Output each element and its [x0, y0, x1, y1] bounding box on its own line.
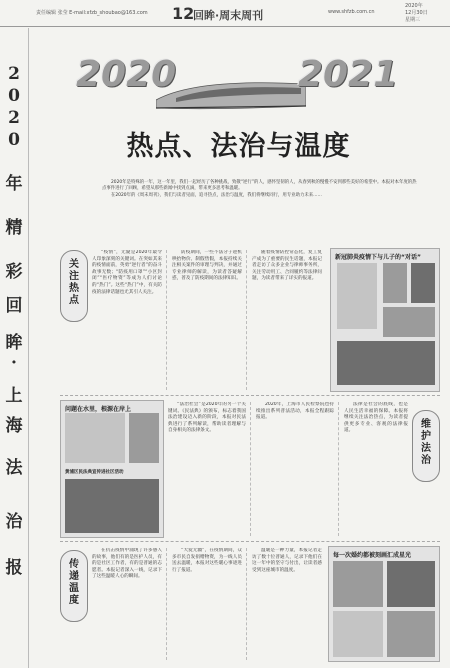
warm-photo-caption: 每一次婚约都被刻画汇成星光 [333, 552, 412, 559]
section-title: 回眸·周末周刊 [193, 9, 264, 22]
rule-column-1 [168, 402, 246, 536]
vertical-char: 法 [5, 458, 23, 478]
section-label-warm [60, 550, 88, 622]
vertical-char: 海 [5, 416, 23, 436]
date-weekday: 星期三 [405, 17, 421, 23]
year-left: 2020 [76, 54, 177, 95]
column-divider [246, 250, 247, 390]
warm-column-1 [92, 548, 162, 660]
photo-thumb [65, 479, 159, 533]
page-number: 12 [172, 4, 195, 23]
intro-text [102, 180, 418, 199]
vertical-char: 2 [8, 64, 20, 84]
vertical-title-column [0, 28, 29, 668]
vertical-char: 年 [5, 174, 23, 194]
phone-screenshot [337, 263, 377, 329]
vertical-char: 眸 [5, 333, 23, 353]
photo-thumb [333, 561, 383, 607]
warm-paragraph: 在抗击疫情中涌现了许多感人的故事，他们有的是医护人员，有的是社区工作者，有的是普通的志愿者。本报记者深入一线，记录下了这些温暖人心的瞬间。 [92, 548, 162, 580]
train-illustration [156, 70, 306, 120]
vertical-char: 0 [8, 130, 20, 150]
hot-column-2 [172, 250, 242, 390]
photo-thumb [387, 561, 435, 607]
vertical-char: 报 [5, 558, 23, 578]
vertical-char: 精 [5, 218, 23, 238]
warm-paragraph: 温暖是一种力量，本报记者走访了数十位普通人，记录下他们在这一年中的坚守与付出，让读者感受到这座城市的温度。 [252, 548, 322, 573]
section-label-text: 传递温度 [69, 559, 79, 606]
hot-photo [330, 248, 440, 392]
photo-thumb [383, 307, 435, 337]
photo-thumb [387, 611, 435, 657]
year-right: 2021 [298, 54, 399, 95]
warm-column-2 [172, 548, 242, 660]
rule-paragraph: “法治社会”是2020年的另一个关键词。《民法典》的颁布，标志着我国法治建设迈入新的阶段，本报对民法典进行了系列解读，帮助读者理解与自身相关的法律条文。 [168, 402, 246, 434]
warm-paragraph: “大爱无疆”，在疫情期间，众多市民自发捐赠物资，为一线人员送去温暖，本报对这些暖心事迹进行了报道。 [172, 548, 242, 573]
section-divider [60, 395, 440, 396]
photo-thumb [411, 263, 435, 303]
date-year: 2020年 [405, 3, 423, 9]
column-divider [166, 548, 167, 660]
column-divider [166, 250, 167, 390]
rule-column-2 [256, 402, 334, 536]
intro-paragraph: 在2020年的《周末周刊》，我们与读者见面，追寻热点，法治与温度，我们将继续同行，用专业助力未来…… [111, 192, 322, 198]
vertical-char: 治 [5, 512, 23, 532]
rule-paragraph: 法律是社会的底线，也是人民生活幸福的保障。本报将继续关注法治热点，为读者提供更多专业、客观的法律报道。 [344, 402, 408, 434]
issue-date [405, 3, 428, 24]
hot-photo-caption: 新冠肺炎疫情下与儿子的“对话” [335, 254, 421, 261]
section-label-text: 关注热点 [69, 259, 79, 306]
vertical-char: 上 [5, 386, 23, 406]
section-divider [60, 541, 440, 542]
rule-photo-caption-1: 问题在水里，根源在岸上 [65, 406, 132, 413]
hot-column-3 [252, 250, 322, 390]
photo-thumb [333, 611, 383, 657]
year-banner [36, 40, 441, 136]
hot-paragraph: 随着疫情防控常态化，复工复产成为了重要的民生话题，本报记者走访了众多企业与律师事务所，关注劳动用工、合同履约等法律问题，为读者带来了详实的报道。 [252, 250, 322, 282]
column-divider [246, 548, 247, 660]
column-divider [338, 402, 339, 536]
photo-thumb [337, 341, 435, 385]
photo-thumb [383, 263, 407, 303]
column-divider [250, 402, 251, 536]
section-label-text: 维护法治 [421, 419, 431, 466]
rule-photo-caption-2: 黄浦区民法典宣传进社区活动 [65, 470, 124, 475]
editor-meta: 责任编辑 张莹 E-mail:xfzb_shoubao@163.com [36, 10, 148, 16]
hot-paragraph: 防疫期间，一些不法分子趁机哄抬物价、制假售假，本报持续关注相关案件的审理与判决，并通过专业律师的解读，为读者答疑解惑，普及了防疫期间的法律知识。 [172, 250, 242, 282]
rule-paragraph: 2020年，上海市人民检察院也持续推出系列普法活动，本报全程跟踪报道。 [256, 402, 334, 421]
photo-thumb [65, 413, 125, 463]
main-title: 热点、法治与温度 [126, 131, 351, 162]
photo-thumb [129, 413, 159, 463]
page-header [0, 0, 450, 27]
vertical-char: 彩 [5, 262, 23, 282]
vertical-char: · [11, 353, 17, 373]
intro-paragraph: 2020年是特殊的一年，这一年里，我们一起经历了各种挑战，致敬“逆行”的人，感怀坚韧的人，从春到秋的慢慢不安到那些美好的希望中。本报对本年度的热点事件进行了回顾，希望从那些新闻中找到点滴，带来更多思考和温暖。 [102, 180, 417, 192]
section-label-hot [60, 250, 88, 322]
vertical-char: 2 [8, 108, 20, 128]
vertical-char: 0 [8, 86, 20, 106]
hot-paragraph: “疫情”，无疑是2020年最令人印象深刻的关键词。在突如其来的疫情面前，英勇“逆行者”的奋斗故事无数；“防疫用口罩”“小区封闭”“医疗物资”等成为人们讨论的“热门”。这些“热门”中，有关防疫的法律话题也尤其引人关注。 [92, 250, 162, 295]
vertical-char: 回 [5, 296, 23, 316]
section-label-rule [412, 410, 440, 482]
rule-column-3 [344, 402, 408, 536]
hot-column-1 [92, 250, 162, 390]
rule-photo [60, 400, 164, 538]
website-link[interactable]: www.shfzb.com.cn [328, 9, 375, 15]
warm-photo [328, 546, 440, 662]
date-day: 12月30日 [405, 10, 428, 16]
warm-column-3 [252, 548, 322, 660]
